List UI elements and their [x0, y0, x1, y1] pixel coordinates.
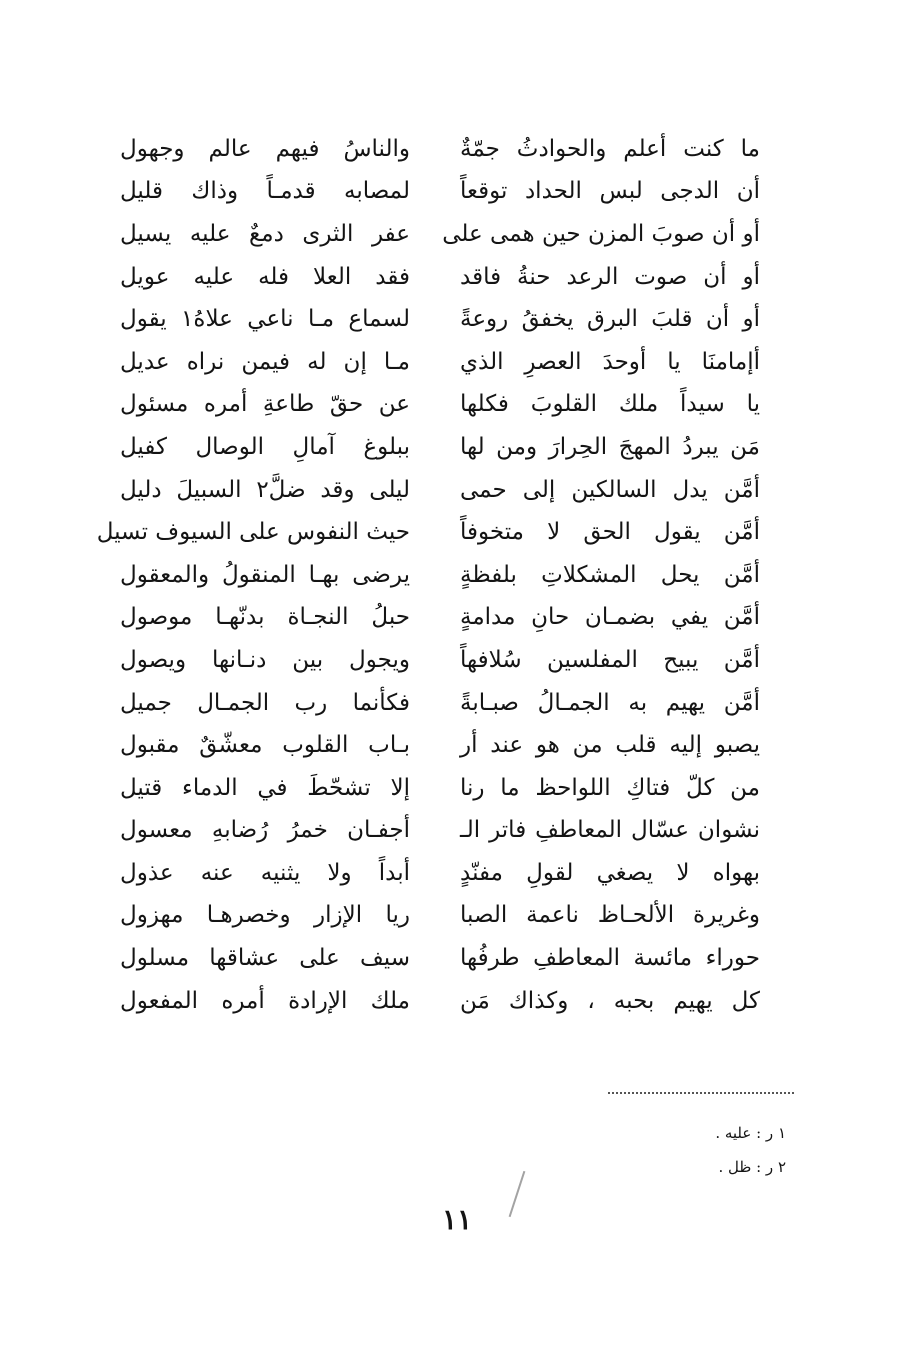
verse-line: [120, 554, 760, 597]
second-hemistich: ريا الإزار وخصرهـا مهزول: [120, 902, 410, 929]
poem-verses: [96, 128, 760, 1022]
verse-line: [120, 256, 760, 299]
verse-line: [120, 426, 760, 469]
second-hemistich: بـاب القلوب معشّقٌ مقبول: [120, 732, 410, 759]
first-hemistich: يصبو إليه قلب من هو عند أر: [460, 732, 760, 759]
verse-line: [120, 852, 760, 895]
verse-line: [120, 767, 760, 810]
second-hemistich: ويجول بين دنـانها ويصول: [120, 646, 410, 673]
second-hemistich: حبلُ النجـاة بدنّهـا موصول: [120, 604, 410, 631]
verse-line: [120, 937, 760, 980]
second-hemistich: لسماع مـا ناعي علاهُ١ يقول: [120, 306, 410, 333]
verse-line: [120, 810, 760, 853]
verse-line: [120, 128, 760, 171]
verse-line: [120, 384, 760, 427]
second-hemistich: والناسُ فيهم عالم وجهول: [120, 135, 410, 162]
verse-line: [120, 895, 760, 938]
second-hemistich: ليلى وقد ضلَّ٢ السبيلَ دليل: [120, 476, 411, 503]
first-hemistich: بهواه لا يصغي لقولِ مفنّدٍ: [460, 859, 760, 886]
second-hemistich: عن حقّ طاعةِ أمره مسئول: [120, 391, 410, 418]
first-hemistich: أو أن قلبَ البرق يخفقُ روعةً: [460, 306, 760, 333]
first-hemistich: أمَّن يفي بضمـان حانِ مدامةٍ: [460, 604, 760, 631]
verse-line: [120, 341, 760, 384]
second-hemistich: إلا تشحّطَ في الدماء قتيل: [120, 774, 410, 801]
first-hemistich: أو أن صوبَ المزن حين همى على: [442, 220, 760, 247]
first-hemistich: كل يهيم بحبه ، وكذاك مَن: [460, 987, 760, 1014]
first-hemistich: أمَّن يهيم به الجمـالُ صبـابةً: [460, 689, 760, 716]
verse-line: [120, 724, 760, 767]
verse-line: [120, 980, 760, 1023]
second-hemistich: أجفـان خمرُ رُضابهِ معسول: [120, 817, 410, 844]
second-hemistich: سيف على عشاقها مسلول: [120, 945, 410, 972]
verse-line: [120, 469, 760, 512]
first-hemistich: ما كنت أعلم والحوادثُ جمّةٌ: [460, 135, 760, 162]
verse-line: [120, 213, 760, 256]
first-hemistich: وغريرة الألحـاظ ناعمة الصبا: [460, 902, 760, 929]
second-hemistich: مـا إن له فيمن نراه عديل: [120, 348, 410, 375]
first-hemistich: نشوان عسّال المعاطفِ فاتر الـ: [460, 817, 760, 844]
first-hemistich: أمَّن يبيح المفلسين سُلافهاً: [460, 646, 760, 673]
footnote-1: ١ ر : عليه .: [715, 1124, 786, 1142]
first-hemistich: حوراء مائسة المعاطفِ طرفُها: [460, 945, 760, 972]
first-hemistich: أإمامنَا يا أوحدَ العصرِ الذي: [460, 348, 760, 375]
verse-line: [120, 639, 760, 682]
second-hemistich: عفر الثرى دمعٌ عليه يسيل: [120, 220, 410, 247]
second-hemistich: ببلوغ آمالِ الوصال كفيل: [120, 433, 410, 460]
footnote-2: ٢ ر : ظل .: [718, 1158, 786, 1176]
first-hemistich: أمَّن يقول الحق لا متخوفاً: [460, 519, 760, 546]
first-hemistich: من كلّ فتاكِ اللواحظ ما رنا: [460, 774, 760, 801]
first-hemistich: أمَّن يحل المشكلاتِ بلفظةٍ: [460, 561, 760, 588]
second-hemistich: ملك الإرادة أمره المفعول: [120, 987, 410, 1014]
verse-line: [120, 171, 760, 214]
second-hemistich: لمصابه قدمـاً وذاك قليل: [120, 178, 410, 205]
page-number: ١١: [441, 1203, 473, 1236]
first-hemistich: أمَّن يدل السالكين إلى حمى: [460, 476, 760, 503]
second-hemistich: يرضى بهـا المنقولُ والمعقول: [120, 561, 410, 588]
verse-line: [120, 298, 760, 341]
second-hemistich: فقد العلا فله عليه عويل: [120, 263, 410, 290]
footnote-separator: [608, 1092, 794, 1094]
second-hemistich: حيث النفوس على السيوف تسيل: [96, 519, 410, 546]
verse-line: [120, 597, 760, 640]
first-hemistich: مَن يبردُ المهجَ الحِرارَ ومن لها: [460, 433, 760, 460]
verse-line: [120, 682, 760, 725]
first-hemistich: أو أن صوت الرعد حنةُ فاقد: [460, 263, 760, 290]
second-hemistich: فكأنما رب الجمـال جميل: [120, 689, 410, 716]
first-hemistich: يا سيداً ملك القلوبَ فكلها: [460, 391, 760, 418]
verse-line: [96, 511, 760, 554]
second-hemistich: أبداً ولا يثنيه عنه عذول: [120, 859, 410, 886]
first-hemistich: أن الدجى لبس الحداد توقعاً: [460, 178, 760, 205]
